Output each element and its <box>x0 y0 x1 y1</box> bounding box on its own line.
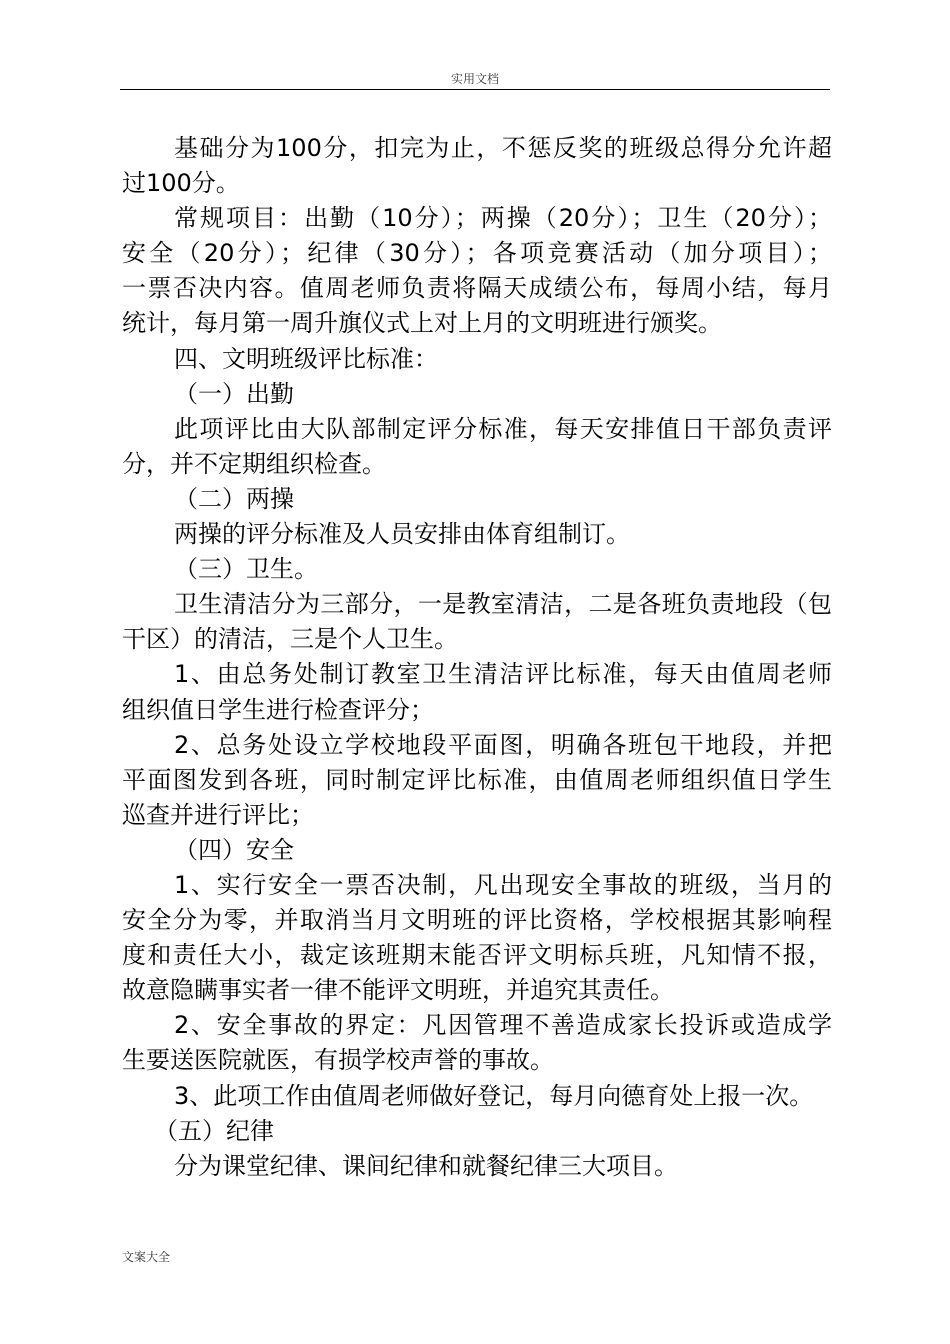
paragraph-line: 安全分为零，并取消当月文明班的评比资格，学校根据其影响程 <box>122 906 832 935</box>
subsection-heading: （二）两操 <box>174 484 294 513</box>
page-footer: 文案大全 <box>122 1250 171 1264</box>
subsection-heading: （三）卫生。 <box>174 555 318 584</box>
paragraph-line: 两操的评分标准及人员安排由体育组制订。 <box>174 520 630 549</box>
paragraph-line: 分为课堂纪律、课间纪律和就餐纪律三大项目。 <box>174 1151 678 1180</box>
paragraph-line: 一票否决内容。值周老师负责将隔天成绩公布，每周小结，每月 <box>122 274 832 303</box>
paragraph-line: 2、安全事故的界定：凡因管理不善造成家长投诉或造成学 <box>174 1011 832 1040</box>
section-heading: 四、文明班级评比标准： <box>174 344 438 373</box>
paragraph-line: 3、此项工作由值周老师做好登记，每月向德育处上报一次。 <box>174 1081 814 1110</box>
subsection-heading: （四）安全 <box>174 835 294 864</box>
paragraph-line: 分，并不定期组织检查。 <box>122 449 386 478</box>
paragraph-line: 常规项目：出勤（10分）；两操（20分）；卫生（20分）； <box>174 204 832 233</box>
paragraph-line: 过100分。 <box>122 169 240 198</box>
paragraph-line: 生要送医院就医，有损学校声誉的事故。 <box>122 1046 554 1075</box>
paragraph-line: 安全（20分）；纪律（30分）；各项竞赛活动（加分项目）； <box>122 239 832 268</box>
paragraph-line: 此项评比由大队部制定评分标准，每天安排值日干部负责评 <box>174 414 832 443</box>
subsection-heading: （五）纪律 <box>154 1116 274 1145</box>
paragraph-line: 1、由总务处制订教室卫生清洁评比标准，每天由值周老师 <box>174 660 832 689</box>
paragraph-line: 巡查并进行评比； <box>122 800 314 829</box>
paragraph-line: 基础分为100分，扣完为止，不惩反奖的班级总得分允许超 <box>174 134 832 162</box>
paragraph-line: 故意隐瞒事实者一律不能评文明班，并追究其责任。 <box>122 976 674 1005</box>
paragraph-line: 度和责任大小，裁定该班期末能否评文明标兵班，凡知情不报， <box>122 941 832 970</box>
paragraph-line: 干区）的清洁，三是个人卫生。 <box>122 625 458 654</box>
paragraph-line: 2、总务处设立学校地段平面图，明确各班包干地段，并把 <box>174 730 832 759</box>
paragraph-line: 平面图发到各班，同时制定评比标准，由值周老师组织值日学生 <box>122 765 832 794</box>
paragraph-line: 组织值日学生进行检查评分； <box>122 695 434 724</box>
paragraph-line: 统计，每月第一周升旗仪式上对上月的文明班进行颁奖。 <box>122 309 722 338</box>
page-header: 实用文档 <box>120 72 830 90</box>
paragraph-line: 卫生清洁分为三部分，一是教室清洁，二是各班负责地段（包 <box>174 590 832 619</box>
subsection-heading: （一）出勤 <box>174 379 294 408</box>
document-body <box>122 131 832 1184</box>
paragraph-line: 1、实行安全一票否决制，凡出现安全事故的班级，当月的 <box>174 870 832 899</box>
